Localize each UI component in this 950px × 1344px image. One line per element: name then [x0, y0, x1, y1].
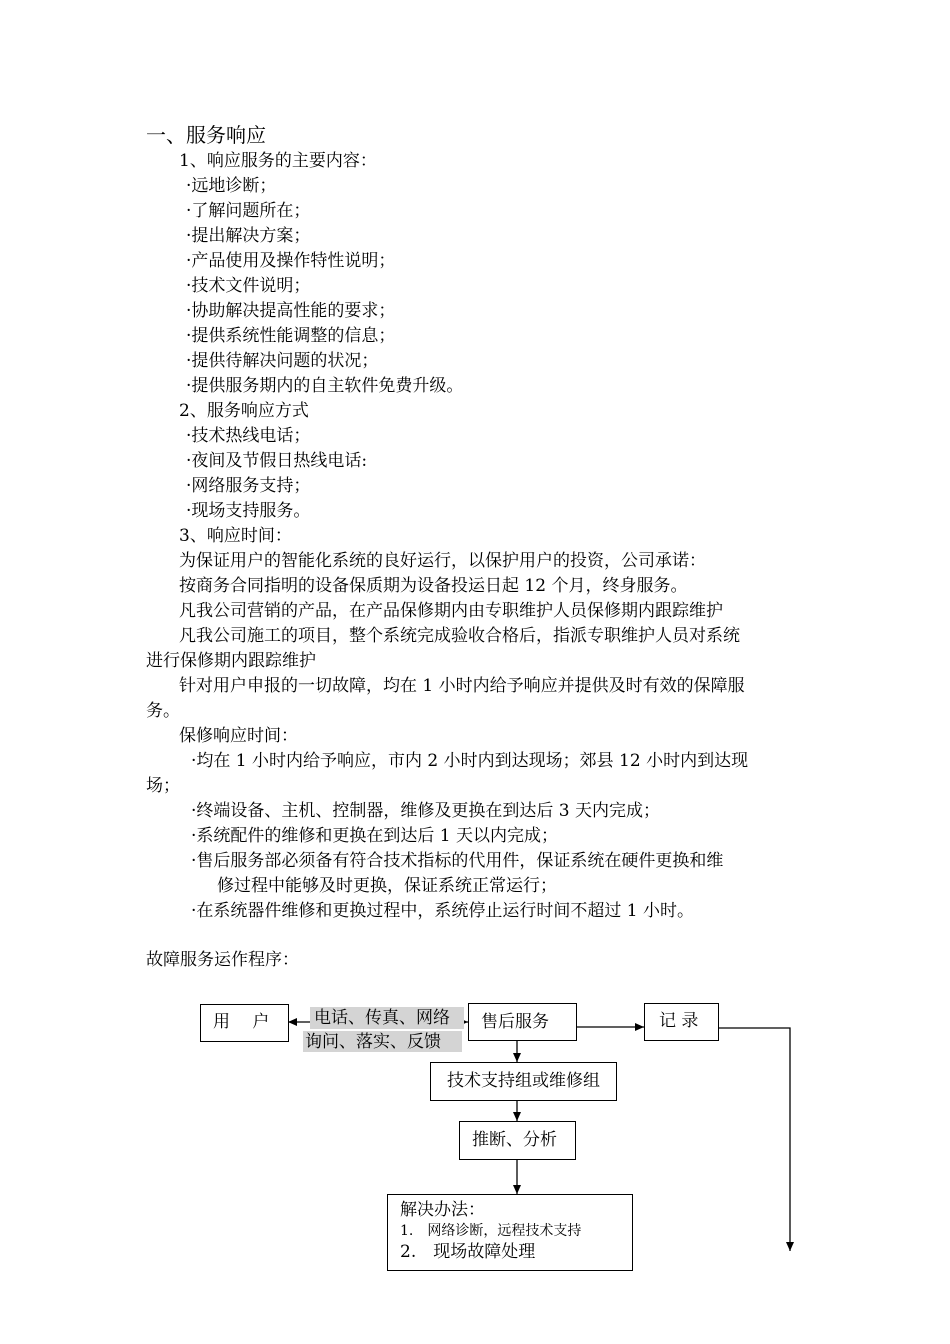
flow-node-after-sales	[468, 1003, 577, 1041]
flow-node-tech-support	[430, 1062, 617, 1101]
paragraph: 凡我公司施工的项目，整个系统完成验收合格后，指派专职维护人员对系统	[179, 626, 740, 646]
solution-item: 2. 现场故障处理	[400, 1242, 536, 1262]
repair-response-title: 保修响应时间：	[179, 726, 298, 746]
list-item: ·网络服务支持；	[186, 476, 311, 496]
list-item: ·技术文件说明；	[186, 276, 311, 296]
paragraph: 进行保修期内跟踪维护	[146, 651, 316, 671]
subsection-title-time: 3、响应时间：	[179, 526, 292, 546]
paragraph: 针对用户申报的一切故障，均在 1 小时内给予响应并提供及时有效的保障服	[179, 676, 745, 696]
list-item: ·了解问题所在；	[186, 201, 311, 221]
paragraph: 为保证用户的智能化系统的良好运行，以保护用户的投资，公司承诺：	[179, 551, 706, 571]
list-item: ·提供待解决问题的状况；	[186, 351, 379, 371]
list-item: ·售后服务部必须备有符合技术指标的代用件，保证系统在硬件更换和维	[191, 851, 724, 871]
list-item: 修过程中能够及时更换，保证系统正常运行；	[217, 876, 557, 896]
list-item: ·均在 1 小时内给予响应，市内 2 小时内到达现场；郊县 12 小时内到达现	[191, 751, 749, 771]
flow-title: 故障服务运作程序：	[146, 950, 299, 970]
paragraph: 按商务合同指明的设备保质期为设备投运日起 12 个月，终身服务。	[179, 576, 688, 596]
flow-node-user	[200, 1004, 289, 1042]
list-item: ·现场支持服务。	[186, 501, 311, 521]
flow-channel-label: 询问、落实、反馈	[303, 1031, 462, 1052]
section-title: 一、服务响应	[146, 123, 266, 147]
flow-node-label: 技术支持组或维修组	[447, 1071, 600, 1091]
list-item: ·协助解决提高性能的要求；	[186, 301, 396, 321]
list-item: 场；	[146, 776, 180, 796]
flow-node-label: 售后服务	[481, 1012, 549, 1032]
solution-item: 1. 网络诊断，远程技术支持	[400, 1223, 582, 1239]
flow-node-record	[644, 1003, 719, 1041]
subsection-title-method: 2、服务响应方式	[179, 401, 309, 421]
flow-node-label: 用 户	[213, 1012, 270, 1032]
list-item: ·提供服务期内的自主软件免费升级。	[186, 376, 464, 396]
list-item: ·在系统器件维修和更换过程中，系统停止运行时间不超过 1 小时。	[191, 901, 695, 921]
flow-node-diagnose	[459, 1121, 576, 1160]
list-item: ·技术热线电话；	[186, 426, 311, 446]
flow-node-label: 记 录	[659, 1011, 699, 1031]
list-item: ·提供系统性能调整的信息；	[186, 326, 396, 346]
list-item: ·产品使用及操作特性说明；	[186, 251, 396, 271]
arrow-record-down	[719, 1028, 790, 1251]
paragraph: 凡我公司营销的产品，在产品保修期内由专职维护人员保修期内跟踪维护	[179, 601, 723, 621]
list-item: ·夜间及节假日热线电话:	[186, 451, 368, 471]
list-item: ·系统配件的维修和更换在到达后 1 天以内完成；	[191, 826, 559, 846]
subsection-title-content: 1、响应服务的主要内容：	[179, 151, 377, 171]
flow-channel-label: 电话、传真、网络	[310, 1007, 464, 1029]
solution-title: 解决办法：	[400, 1200, 485, 1220]
list-item: ·远地诊断；	[186, 176, 277, 196]
list-item: ·终端设备、主机、控制器，维修及更换在到达后 3 天内完成；	[191, 801, 661, 821]
flow-node-label: 推断、分析	[472, 1130, 557, 1150]
paragraph: 务。	[146, 701, 180, 721]
list-item: ·提出解决方案；	[186, 226, 311, 246]
flow-node-solution	[387, 1194, 633, 1271]
